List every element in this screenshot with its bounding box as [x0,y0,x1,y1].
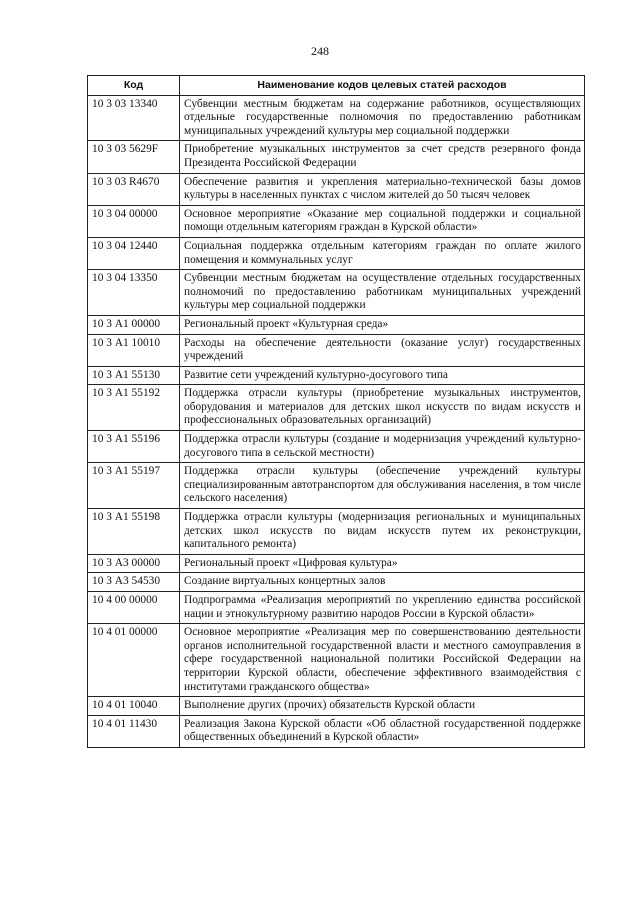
row-code: 10 3 А1 55130 [88,366,180,385]
row-name: Основное мероприятие «Оказание мер социальной поддержки и социальной помощи отдельным категориям граждан в Курской области» [180,205,585,237]
table-row [88,173,585,205]
row-name: Региональный проект «Культурная среда» [180,315,585,334]
table-row [88,624,585,697]
row-name: Поддержка отрасли культуры (модернизация региональных и муниципальных детских школ искусств по видам искусств путем их реконструкции, капитального ремонта) [180,509,585,555]
row-name: Социальная поддержка отдельным категориям граждан по оплате жилого помещения и коммунальных услуг [180,237,585,269]
row-code: 10 3 А3 54530 [88,573,180,592]
table-row [88,592,585,624]
table-row [88,573,585,592]
row-code: 10 3 А1 55196 [88,431,180,463]
row-code: 10 4 00 00000 [88,592,180,624]
table-row [88,366,585,385]
row-name: Региональный проект «Цифровая культура» [180,554,585,573]
row-code: 10 3 А3 00000 [88,554,180,573]
table-row [88,270,585,316]
table-row [88,95,585,141]
row-code: 10 3 04 13350 [88,270,180,316]
row-name: Субвенции местным бюджетам на содержание работников, осуществляющих отдельные государственные полномочия по предоставлению работникам муниципальных учреждений культуры мер социальной поддержки [180,95,585,141]
table-row [88,334,585,366]
row-name: Расходы на обеспечение деятельности (оказание услуг) государственных учреждений [180,334,585,366]
row-code: 10 4 01 10040 [88,697,180,716]
row-name: Основное мероприятие «Реализация мер по совершенствованию деятельности органов исполнительной государственной власти и местного самоуправления в сфере государственной национальной политики Российской Федерации на территории Курской области, обеспечение эффективного взаимодействия с институтами гражданского общества» [180,624,585,697]
row-name: Субвенции местным бюджетам на осуществление отдельных государственных полномочий по предоставлению работникам муниципальных учреждений культуры мер социальной поддержки [180,270,585,316]
table-row [88,715,585,747]
row-name: Развитие сети учреждений культурно-досугового типа [180,366,585,385]
row-code: 10 4 01 00000 [88,624,180,697]
target-articles-table [87,75,585,748]
row-name: Приобретение музыкальных инструментов за счет средств резервного фонда Президента Российской Федерации [180,141,585,173]
row-name: Поддержка отрасли культуры (создание и модернизация учреждений культурно-досугового типа в сельской местности) [180,431,585,463]
row-code: 10 3 04 12440 [88,237,180,269]
row-name: Реализация Закона Курской области «Об областной государственной поддержке общественных объединений в Курской области» [180,715,585,747]
row-code: 10 3 03 R4670 [88,173,180,205]
table-row [88,463,585,509]
table-row [88,385,585,431]
table-row [88,205,585,237]
row-code: 10 4 01 11430 [88,715,180,747]
row-name: Обеспечение развития и укрепления материально-технической базы домов культуры в населенных пунктах с числом жителей до 50 тысяч человек [180,173,585,205]
table-row [88,237,585,269]
row-code: 10 3 А1 55197 [88,463,180,509]
table-row [88,141,585,173]
row-code: 10 3 03 5629F [88,141,180,173]
table-header-row [88,76,585,96]
row-code: 10 3 А1 10010 [88,334,180,366]
row-code: 10 3 03 13340 [88,95,180,141]
row-name: Создание виртуальных концертных залов [180,573,585,592]
table-row [88,431,585,463]
table-row [88,554,585,573]
header-name: Наименование кодов целевых статей расходов [180,76,585,96]
header-code: Код [88,76,180,96]
row-code: 10 3 04 00000 [88,205,180,237]
row-code: 10 3 А1 55198 [88,509,180,555]
row-code: 10 3 А1 55192 [88,385,180,431]
row-name: Поддержка отрасли культуры (обеспечение учреждений культуры специализированным автотранспортом для обслуживания населения, в том числе сельского населения) [180,463,585,509]
row-name: Поддержка отрасли культуры (приобретение музыкальных инструментов, оборудования и материалов для детских школ искусств по видам искусств и профессиональных образовательных организаций) [180,385,585,431]
table-row [88,697,585,716]
row-code: 10 3 А1 00000 [88,315,180,334]
row-name: Выполнение других (прочих) обязательств Курской области [180,697,585,716]
table-row [88,315,585,334]
table-row [88,509,585,555]
row-name: Подпрограмма «Реализация мероприятий по укреплению единства российской нации и этнокультурному развитию народов России в Курской области» [180,592,585,624]
page-number: 248 [311,44,329,58]
